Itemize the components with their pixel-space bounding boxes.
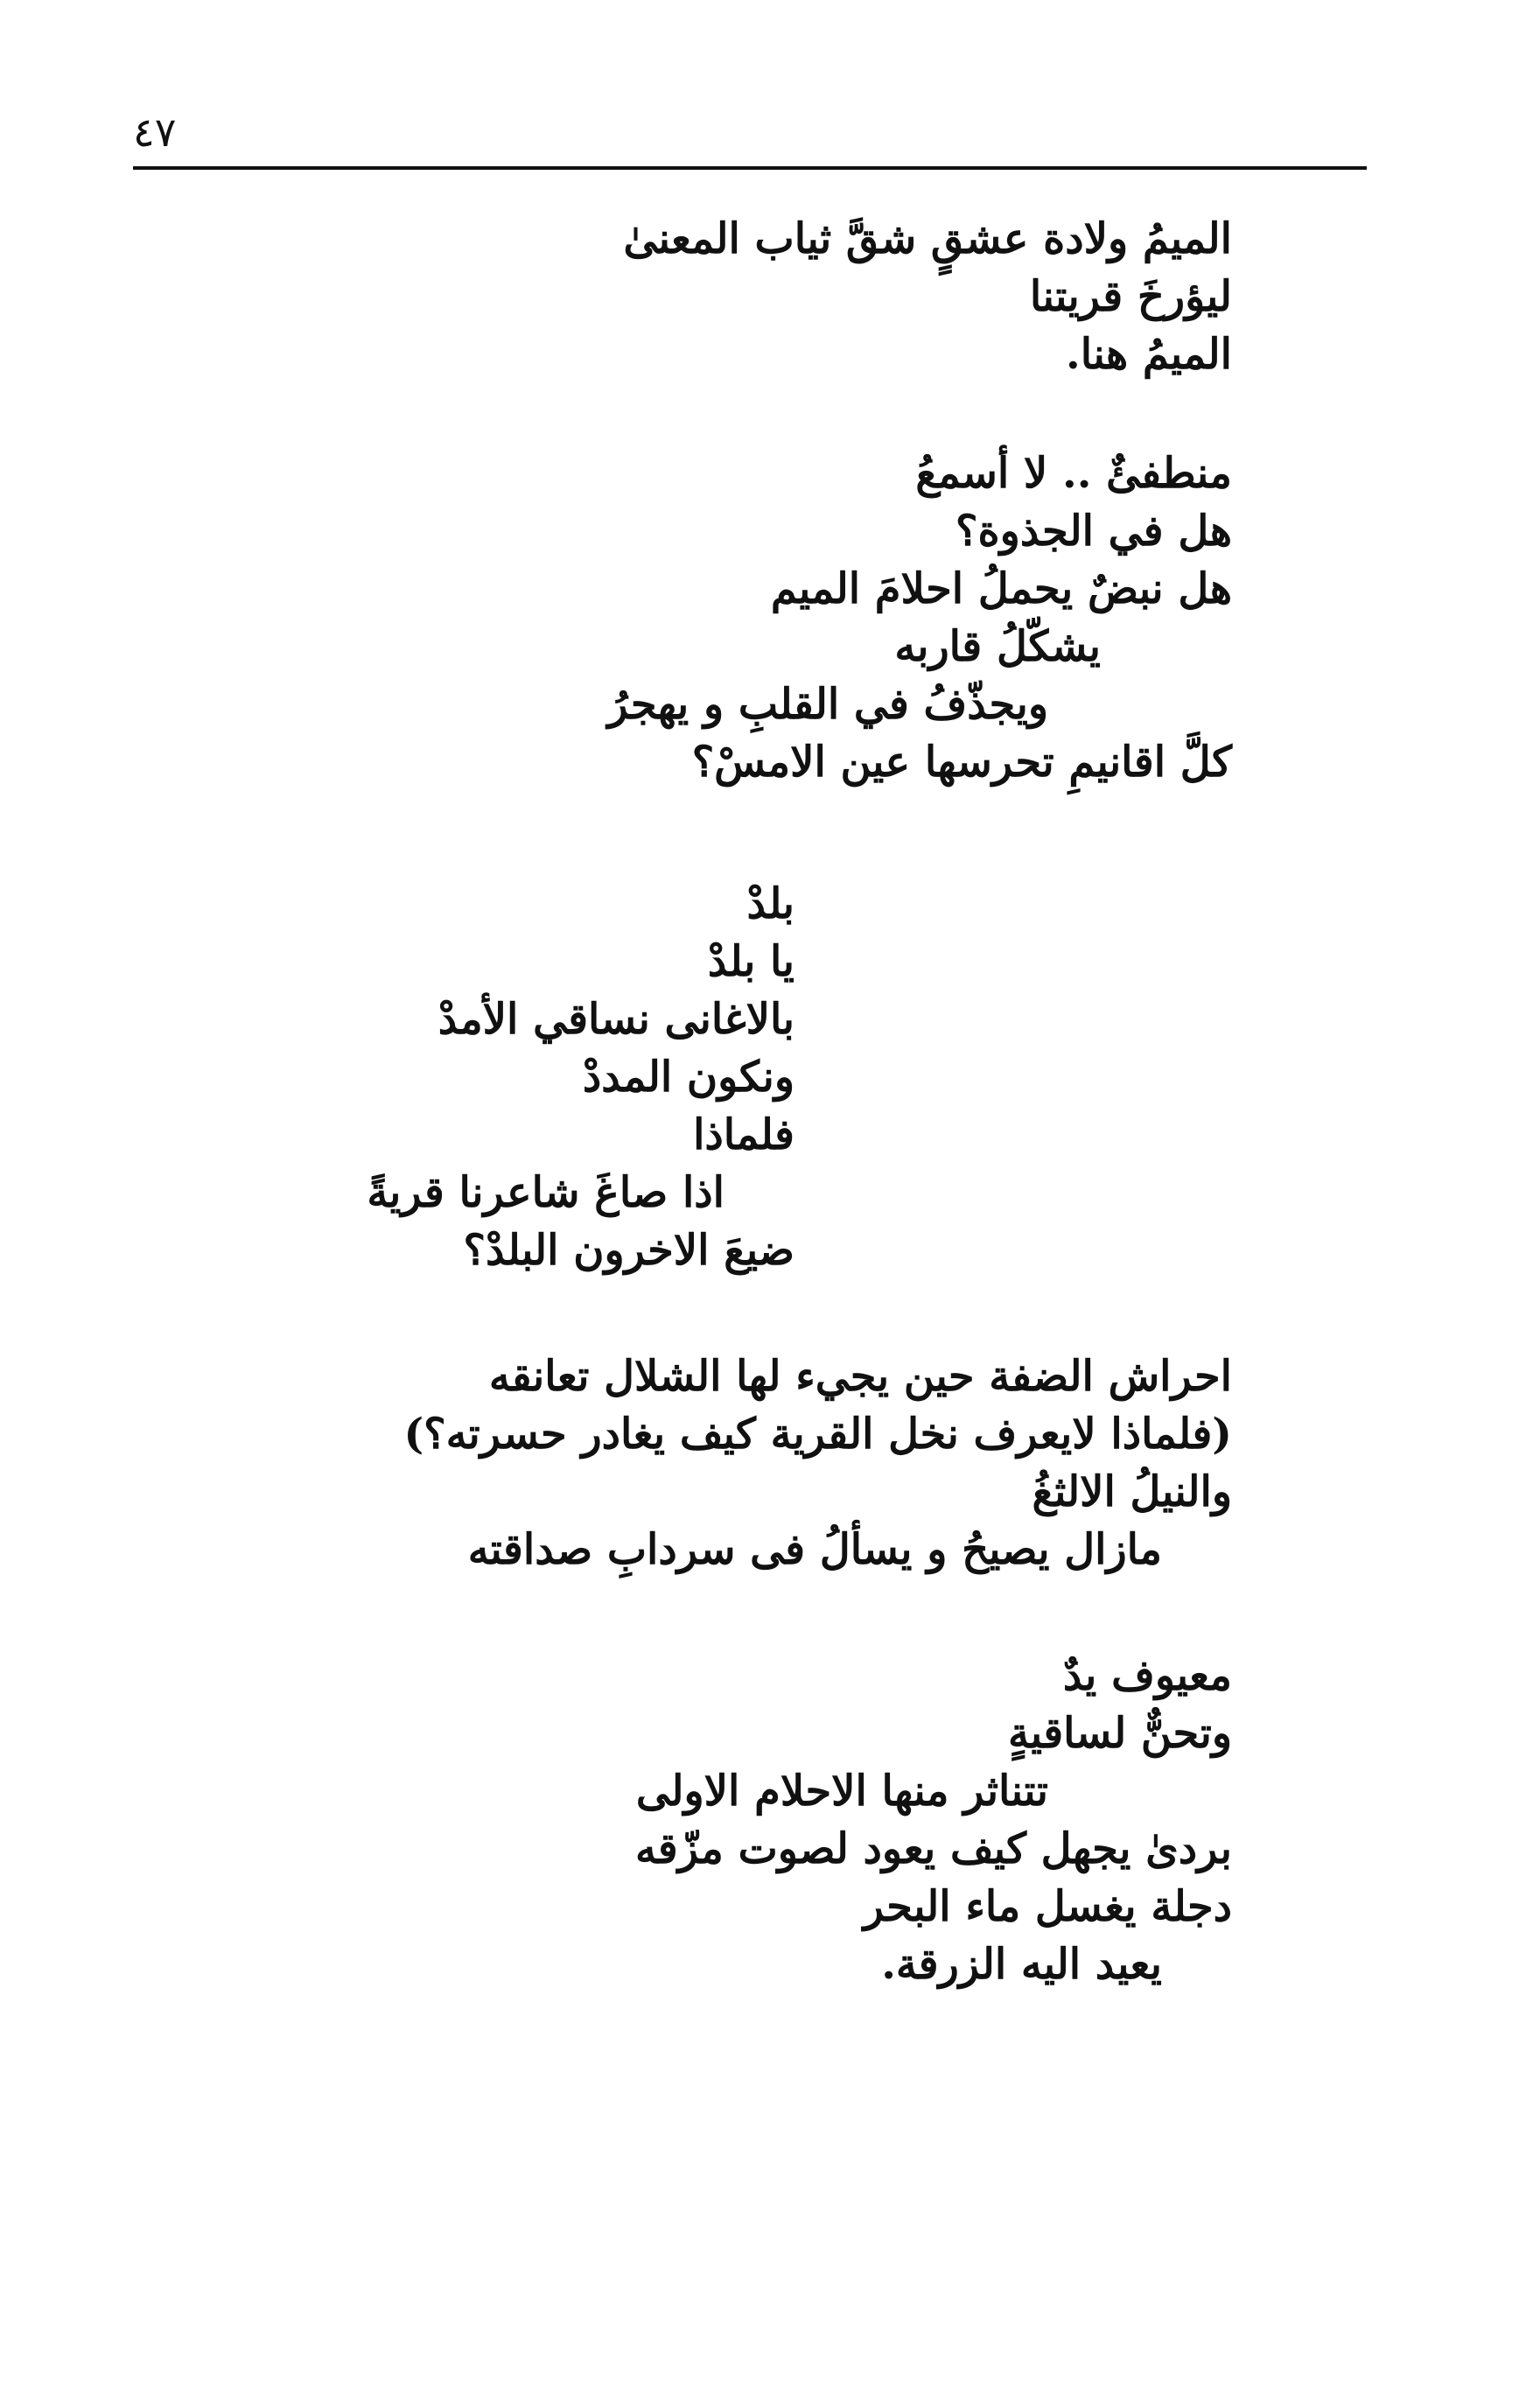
poem-line: اذا صاغَ شاعرنا قريةً <box>367 1168 724 1217</box>
poem-line: والنيلُ الالثغُ <box>1032 1467 1232 1516</box>
poem-line: تتناثر منها الاحلام الاولى <box>635 1767 1048 1816</box>
poem-line: دجلة يغسل ماء البحر <box>863 1882 1232 1931</box>
poem-line: هل نبضٌ يحملُ احلامَ الميم <box>770 564 1232 613</box>
poem-line: كلَّ اقانيمِ تحرسها عين الامسْ؟ <box>691 738 1232 787</box>
header-rule <box>133 166 1367 170</box>
poem-line: ونكون المددْ <box>582 1053 794 1102</box>
poem-line: الميمُ ولادة عشقٍ شقَّ ثياب المعنىٰ <box>623 214 1232 263</box>
poem-line: بلدْ <box>746 879 794 928</box>
poem-line: الميمُ هنا. <box>1066 330 1232 379</box>
poem-line: ليؤرخَ قريتنا <box>1029 272 1232 321</box>
poem-line: يشكّلُ قاربه <box>894 622 1101 671</box>
poem-line: مازال يصيحُ و يسألُ فى سردابِ صداقته <box>467 1525 1162 1574</box>
poem-line: (فلماذا لايعرف نخل القرية كيف يغادر حسرته؟) <box>403 1410 1232 1459</box>
stanza-3 <box>367 875 794 1279</box>
stanza-1 <box>623 210 1232 383</box>
poem-line: فلماذا <box>693 1110 794 1159</box>
page-number: ٤٧ <box>133 108 177 156</box>
poem-line: هل في الجذوة؟ <box>956 507 1232 556</box>
poem-line: يا بلدْ <box>707 937 794 986</box>
stanza-4 <box>403 1348 1232 1578</box>
poem-line: ضيعَ الاخرون البلدْ؟ <box>463 1226 794 1275</box>
poem-line: وتحنٌّ لساقيةٍ <box>1007 1709 1232 1758</box>
poem-line: بردىٰ يجهل كيف يعود لصوت مزّقه <box>635 1824 1232 1873</box>
poem-line: معيوف يدٌ <box>1062 1651 1232 1700</box>
poem-line: احراش الضفة حين يجيء لها الشلال تعانقه <box>488 1352 1232 1401</box>
poem-line: بالاغانى نساقي الأمدْ <box>438 995 794 1044</box>
poem-line: يعيد اليه الزرقة. <box>881 1940 1162 1989</box>
stanza-2 <box>607 444 1232 791</box>
poem-line: ويجذّفُ في القلبِ و يهجرُ <box>607 680 1048 729</box>
stanza-5 <box>635 1647 1232 1993</box>
poem-line: منطفئٌ .. لا أسمعُ <box>915 449 1232 498</box>
